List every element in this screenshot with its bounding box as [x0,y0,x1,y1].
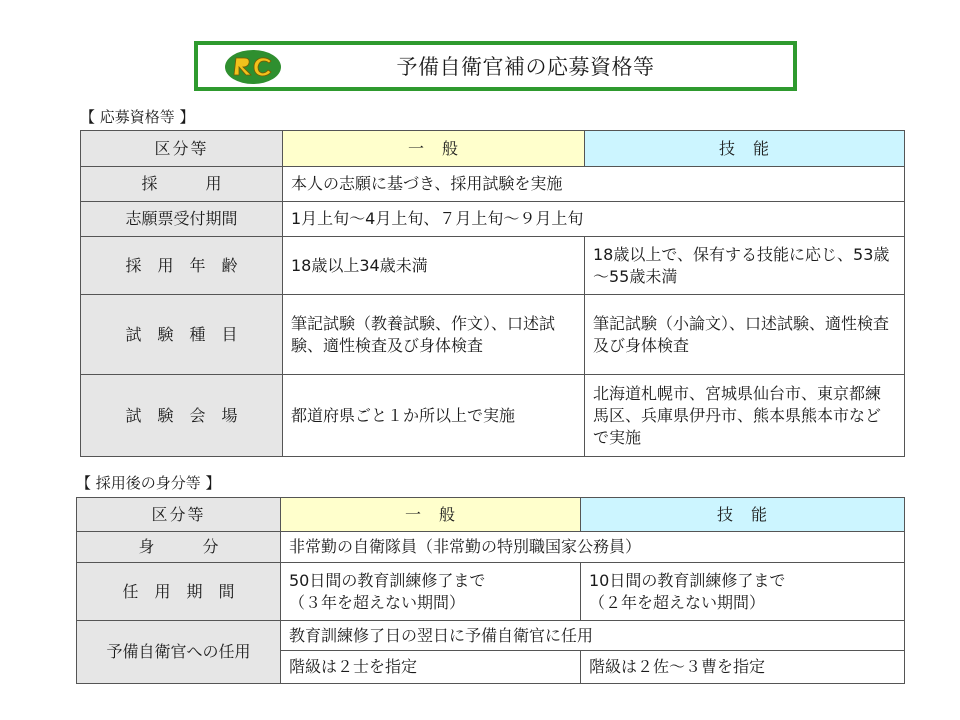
term-skill-line2: （２年を超えない期間） [589,592,766,612]
recruitment-logo-icon [224,49,282,85]
section-label-status: 【 採用後の身分等 】 [76,474,221,492]
status-table [76,497,905,684]
term-general-line1: 50日間の教育訓練修了まで [289,570,486,590]
table-row [77,532,905,563]
cell-exam-skill: 筆記試験（小論文）、口述試験、適性検査及び身体検査 [585,295,905,375]
cell-age-general: 18歳以上34歳未満 [283,237,585,295]
cell-term-general [281,563,581,621]
row-label: 試 験 種 目 [81,295,283,375]
table-row [81,375,905,457]
cell-rank-skill: 階級は２佐～３曹を指定 [581,651,905,684]
title-banner [194,41,797,91]
table-row [77,563,905,621]
cell-application-period: 1月上旬～4月上旬、７月上旬～９月上旬 [283,202,905,237]
header-general: 一 般 [283,131,585,167]
cell-age-skill: 18歳以上で、保有する技能に応じ、53歳～55歳未満 [585,237,905,295]
cell-term-skill [581,563,905,621]
row-label: 身 分 [77,532,281,563]
row-label: 試 験 会 場 [81,375,283,457]
cell-appointment-common: 教育訓練修了日の翌日に予備自衛官に任用 [281,621,905,651]
row-label: 予備自衛官への任用 [77,621,281,684]
table-header-row [81,131,905,167]
header-category: 区分等 [77,498,281,532]
cell-venue-skill: 北海道札幌市、宮城県仙台市、東京都練馬区、兵庫県伊丹市、熊本県熊本市などで実施 [585,375,905,457]
row-label: 採 用 年 齢 [81,237,283,295]
row-label: 任 用 期 間 [77,563,281,621]
table-row [81,295,905,375]
table-row [81,167,905,202]
header-general: 一 般 [281,498,581,532]
table-row [81,237,905,295]
cell-venue-general: 都道府県ごと１か所以上で実施 [283,375,585,457]
header-skill: 技 能 [581,498,905,532]
eligibility-table [80,130,905,457]
table-header-row [77,498,905,532]
header-category: 区分等 [81,131,283,167]
term-skill-line1: 10日間の教育訓練修了まで [589,570,786,590]
header-skill: 技 能 [585,131,905,167]
term-general-line2: （３年を超えない期間） [289,592,466,612]
table-row [77,621,905,651]
cell-exam-general: 筆記試験（教養試験、作文）、口述試験、適性検査及び身体検査 [283,295,585,375]
page-title: 予備自衛官補の応募資格等 [396,55,655,79]
table-row [81,202,905,237]
cell-recruitment: 本人の志願に基づき、採用試験を実施 [283,167,905,202]
row-label: 志願票受付期間 [81,202,283,237]
row-label: 採 用 [81,167,283,202]
cell-status: 非常勤の自衛隊員（非常勤の特別職国家公務員） [281,532,905,563]
section-label-eligibility: 【 応募資格等 】 [80,108,195,126]
cell-rank-general: 階級は２士を指定 [281,651,581,684]
